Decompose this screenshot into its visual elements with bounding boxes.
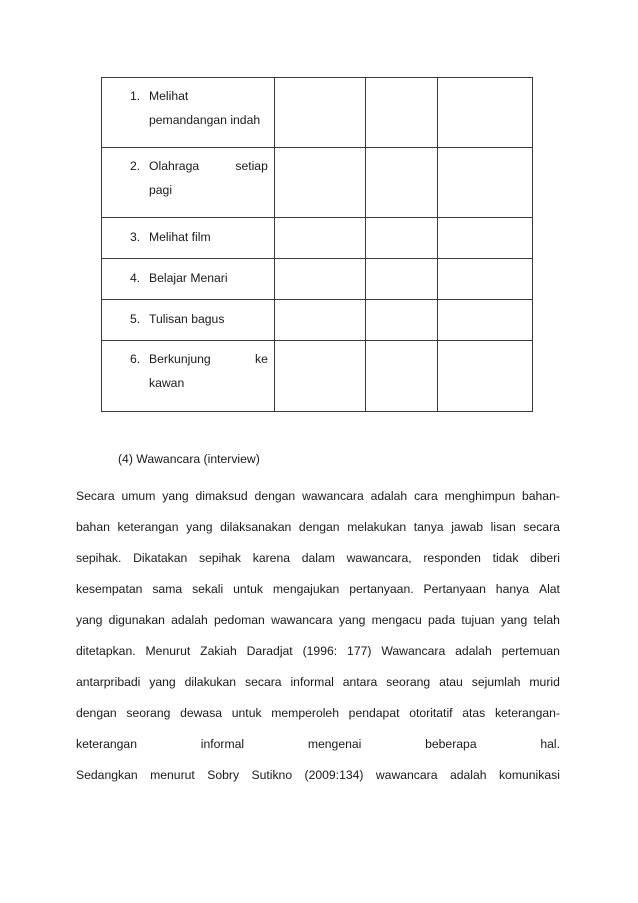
word: sepihak. [76, 551, 122, 565]
item-text-line: Tulisan bagus [149, 312, 225, 326]
item-text-line: Belajar Menari [149, 271, 228, 285]
word: Alat [538, 582, 560, 596]
word: dewasa [180, 706, 223, 720]
paragraph-line [76, 550, 560, 581]
word: menurut [150, 768, 195, 782]
word: mengajukan [272, 582, 340, 596]
paragraph-line [76, 767, 560, 798]
word: dengan [254, 489, 296, 503]
word: antara [342, 675, 378, 689]
item-text-line [149, 154, 268, 178]
word: Daradjat [246, 644, 293, 658]
word: 177) [347, 644, 372, 658]
word: keterangan [76, 737, 137, 751]
word: informal [200, 737, 245, 751]
word: (2009:134) [304, 768, 364, 782]
word: sepihak [199, 551, 242, 565]
word: wawancara [271, 613, 333, 627]
word: yang [76, 613, 103, 627]
word: seorang [386, 675, 431, 689]
word: wawancara, [346, 551, 412, 565]
paragraph-line [76, 612, 560, 643]
word: adalah [370, 489, 408, 503]
word: umum [121, 489, 156, 503]
word: melakukan [347, 520, 407, 534]
word: Dikatakan [133, 551, 188, 565]
word: Sedangkan [76, 768, 138, 782]
word: murid [529, 675, 560, 689]
table-row [102, 148, 533, 218]
word: adalah [171, 613, 208, 627]
table-cell-empty [274, 218, 365, 259]
list-item [102, 218, 274, 247]
paragraph-line [76, 736, 560, 767]
word: tidak [492, 551, 519, 565]
word: karena [252, 551, 290, 565]
word: hal. [540, 737, 560, 751]
table-cell-activity [102, 300, 275, 341]
body-paragraph [76, 488, 560, 798]
word: memperoleh [271, 706, 339, 720]
table-row [102, 341, 533, 412]
table-cell-empty [365, 341, 438, 412]
table-cell-empty [365, 218, 438, 259]
word: atas [462, 706, 486, 720]
word: tujuan [461, 613, 495, 627]
paragraph-line [76, 519, 560, 550]
word: atau [439, 675, 463, 689]
list-item [102, 259, 274, 288]
word: dengan [298, 520, 340, 534]
list-item [102, 300, 274, 329]
word: Sobry [207, 768, 240, 782]
word: beberapa [425, 737, 477, 751]
word: keterangan [117, 520, 179, 534]
table-cell-empty [438, 341, 533, 412]
word: menghimpun [444, 489, 516, 503]
item-word: Olahraga [149, 159, 200, 173]
word: responden [423, 551, 481, 565]
paragraph-line [76, 581, 560, 612]
word: mengacu [371, 613, 422, 627]
word: telah [533, 613, 560, 627]
word: wawancara [375, 768, 438, 782]
word: Menurut [145, 644, 191, 658]
word: digunakan [108, 613, 165, 627]
item-number: 5. [130, 312, 141, 326]
section-heading: (4) Wawancara (interview) [118, 452, 260, 466]
word: yang [162, 489, 189, 503]
word: adalah [449, 768, 487, 782]
word: yang [149, 675, 176, 689]
table-row [102, 218, 533, 259]
word: dengan [76, 706, 117, 720]
word: pada [428, 613, 456, 627]
table-cell-activity [102, 78, 275, 148]
word: bahan [76, 520, 110, 534]
word: diberi [530, 551, 560, 565]
word: pertanyaan. [349, 582, 414, 596]
table-row [102, 300, 533, 341]
table-cell-activity [102, 341, 275, 412]
word: dalam [301, 551, 335, 565]
item-number: 4. [130, 271, 141, 285]
table-cell-empty [274, 259, 365, 300]
item-text-line: kawan [149, 376, 185, 390]
word: bahan- [521, 489, 560, 503]
item-word: Berkunjung [149, 352, 211, 366]
table-cell-activity [102, 259, 275, 300]
table-cell-empty [438, 218, 533, 259]
word: yang [186, 520, 213, 534]
table-row [102, 78, 533, 148]
activity-table [101, 77, 533, 412]
word: sejumlah [471, 675, 521, 689]
list-item [102, 78, 274, 132]
paragraph-line [76, 674, 560, 705]
item-text-line: pemandangan indah [149, 113, 261, 127]
word: antarpribadi [76, 675, 141, 689]
word: pertemuan [501, 644, 560, 658]
paragraph-line [76, 643, 560, 674]
table-cell-empty [438, 78, 533, 148]
word: untuk [231, 706, 262, 720]
word: otoritatif [409, 706, 453, 720]
item-word: setiap [235, 159, 268, 173]
word: Zakiah [200, 644, 237, 658]
word: wawancara [302, 489, 364, 503]
word: pedoman [214, 613, 265, 627]
word: Secara [76, 489, 115, 503]
list-item [102, 341, 274, 395]
word: informal [290, 675, 334, 689]
word: mengenai [307, 737, 362, 751]
table-cell-activity [102, 218, 275, 259]
item-text-line: pagi [149, 183, 173, 197]
item-number: 2. [130, 159, 141, 173]
word: jawab [451, 520, 484, 534]
list-item [102, 148, 274, 202]
item-text-line: Melihat [149, 89, 189, 103]
word: lisan [490, 520, 516, 534]
word: kesempatan [76, 582, 143, 596]
word: cara [414, 489, 438, 503]
item-text-line: Melihat film [149, 230, 211, 244]
item-word: ke [255, 352, 268, 366]
word: sama [152, 582, 183, 596]
table-cell-empty [365, 148, 438, 218]
word: Pertanyaan [423, 582, 486, 596]
item-number: 6. [130, 352, 141, 366]
word: untuk [233, 582, 263, 596]
word: yang [338, 613, 366, 627]
table-cell-empty [274, 300, 365, 341]
table-cell-empty [274, 341, 365, 412]
table-cell-empty [438, 148, 533, 218]
paragraph-line [76, 488, 560, 519]
word: tanya [413, 520, 444, 534]
table-cell-activity [102, 148, 275, 218]
item-text-line [149, 347, 268, 371]
word: dilaksanakan [220, 520, 292, 534]
word: dimaksud [195, 489, 248, 503]
table-cell-empty [365, 78, 438, 148]
word: hanya [495, 582, 530, 596]
word: secara [523, 520, 560, 534]
word: yang [500, 613, 528, 627]
word: pendapat [348, 706, 400, 720]
word: Wawancara [381, 644, 446, 658]
word: dilakukan [184, 675, 237, 689]
table-cell-empty [438, 300, 533, 341]
item-number: 3. [130, 230, 141, 244]
table-cell-empty [274, 78, 365, 148]
word: secara [244, 675, 282, 689]
table-cell-empty [365, 300, 438, 341]
word: keterangan- [494, 706, 560, 720]
word: komunikasi [498, 768, 560, 782]
table-row [102, 259, 533, 300]
paragraph-line [76, 705, 560, 736]
word: Sutikno [251, 768, 293, 782]
word: seorang [126, 706, 171, 720]
table-cell-empty [438, 259, 533, 300]
word: (1996: [302, 644, 338, 658]
table-cell-empty [365, 259, 438, 300]
table-cell-empty [274, 148, 365, 218]
word: ditetapkan. [76, 644, 136, 658]
item-number: 1. [130, 89, 141, 103]
word: adalah [455, 644, 492, 658]
word: sekali [192, 582, 224, 596]
